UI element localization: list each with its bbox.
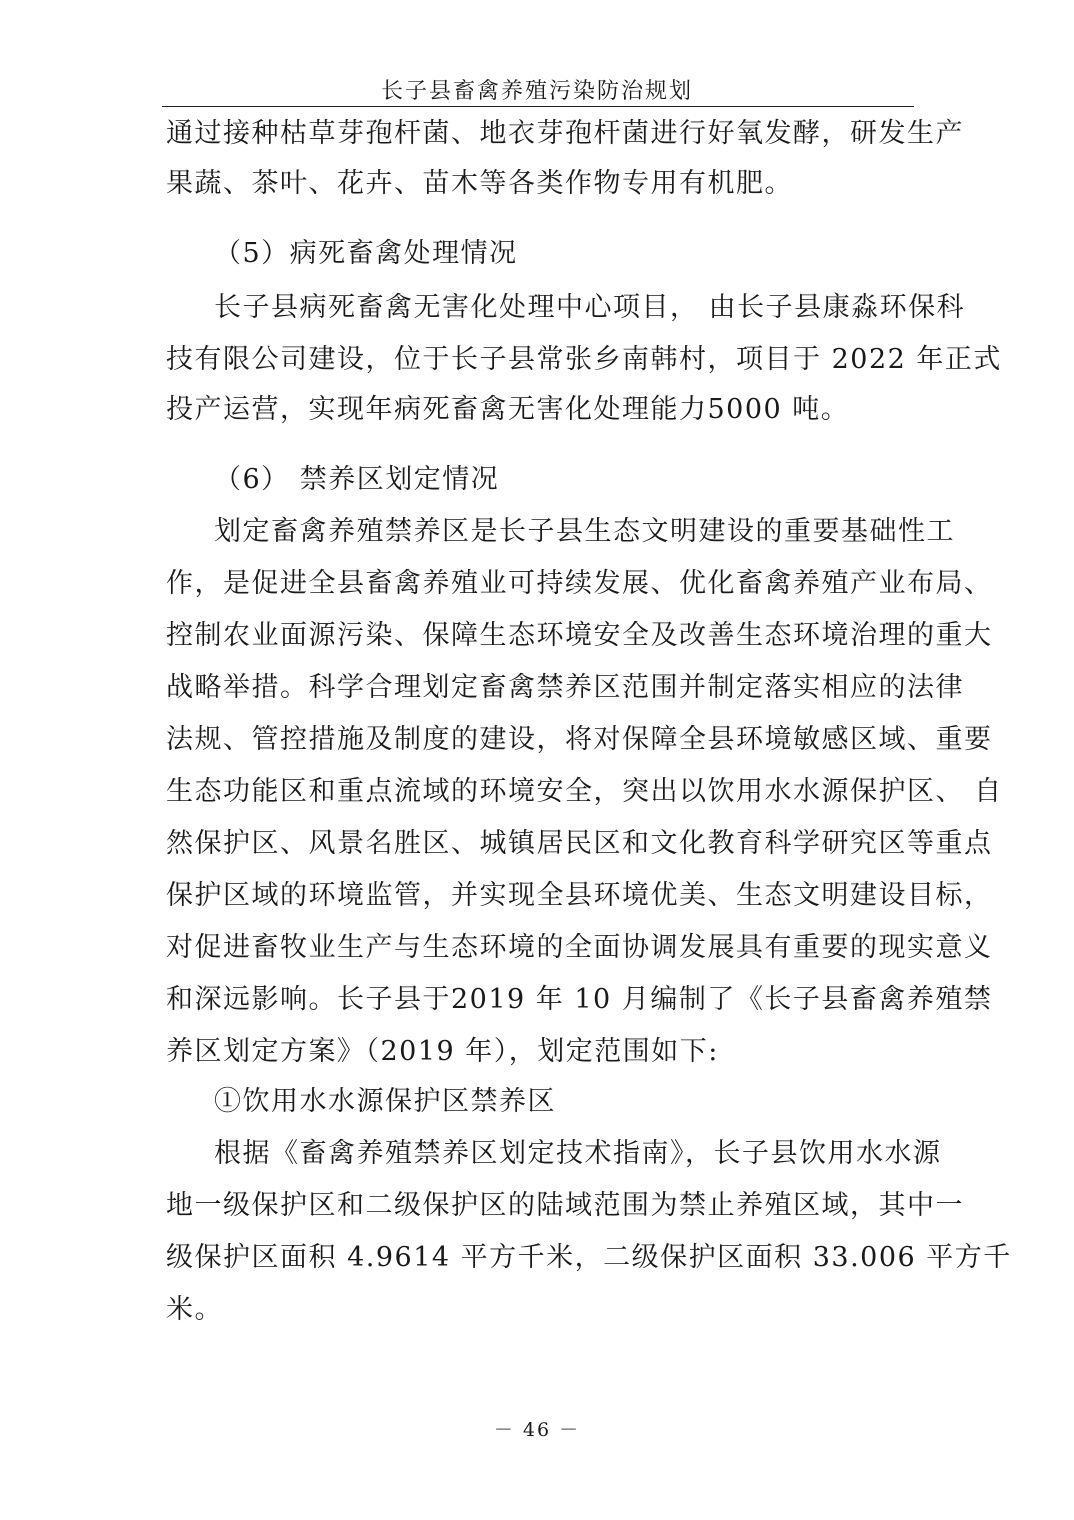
body-line: 投产运营，实现年病死畜禽无害化处理能力5000 吨。 (166, 394, 850, 425)
body-line: 养区划定方案》（2019 年），划定范围如下: (166, 1036, 719, 1067)
body-line: 级保护区面积 4.9614 平方千米，二级保护区面积 33.006 平方千 (166, 1242, 1012, 1273)
body-line: 然保护区、风景名胜区、城镇居民区和文化教育科学研究区等重点 (166, 828, 993, 859)
body-line: 和深远影响。长子县于2019 年 10 月编制了《长子县畜禽养殖禁 (166, 984, 993, 1015)
body-line: 对促进畜牧业生产与生态环境的全面协调发展具有重要的现实意义 (166, 932, 993, 963)
body-line: 作，是促进全县畜禽养殖业可持续发展、优化畜禽养殖产业布局、 (166, 568, 993, 599)
section-heading: （5）病死畜禽处理情况 (214, 238, 518, 269)
page-header-title: 长子县畜禽养殖污染防治规划 (380, 79, 693, 104)
body-line: 保护区域的环境监管，并实现全县环境优美、生态文明建设目标， (166, 880, 993, 911)
page-number: － 46 － (493, 1419, 581, 1441)
section-heading: （6） 禁养区划定情况 (214, 464, 500, 495)
body-line: 通过接种枯草芽孢杆菌、地衣芽孢杆菌进行好氧发酵，研发生产 (166, 118, 964, 149)
body-line: 控制农业面源污染、保障生态环境安全及改善生态环境治理的重大 (166, 620, 993, 651)
body-line: 地一级保护区和二级保护区的陆域范围为禁止养殖区域，其中一 (166, 1190, 964, 1221)
body-line: 划定畜禽养殖禁养区是长子县生态文明建设的重要基础性工 (214, 516, 955, 547)
body-line: 法规、管控措施及制度的建设，将对保障全县环境敏感区域、重要 (166, 724, 993, 755)
body-line: 米。 (166, 1294, 223, 1325)
subsection-heading: ①饮用水水源保护区禁养区 (214, 1086, 556, 1117)
body-line: 根据《畜禽养殖禁养区划定技术指南》，长子县饮用水水源 (214, 1138, 942, 1169)
body-line: 长子县病死畜禽无害化处理中心项目， 由长子县康淼环保科 (214, 292, 966, 323)
body-line: 生态功能区和重点流域的环境安全，突出以饮用水水源保护区、 自 (166, 776, 1003, 807)
body-line: 技有限公司建设，位于长子县常张乡南韩村，项目于 2022 年正式 (166, 344, 1002, 375)
header-divider (162, 106, 914, 107)
body-line: 战略举措。科学合理划定畜禽禁养区范围并制定落实相应的法律 (166, 672, 964, 703)
body-line: 果蔬、茶叶、花卉、苗木等各类作物专用有机肥。 (166, 168, 793, 199)
